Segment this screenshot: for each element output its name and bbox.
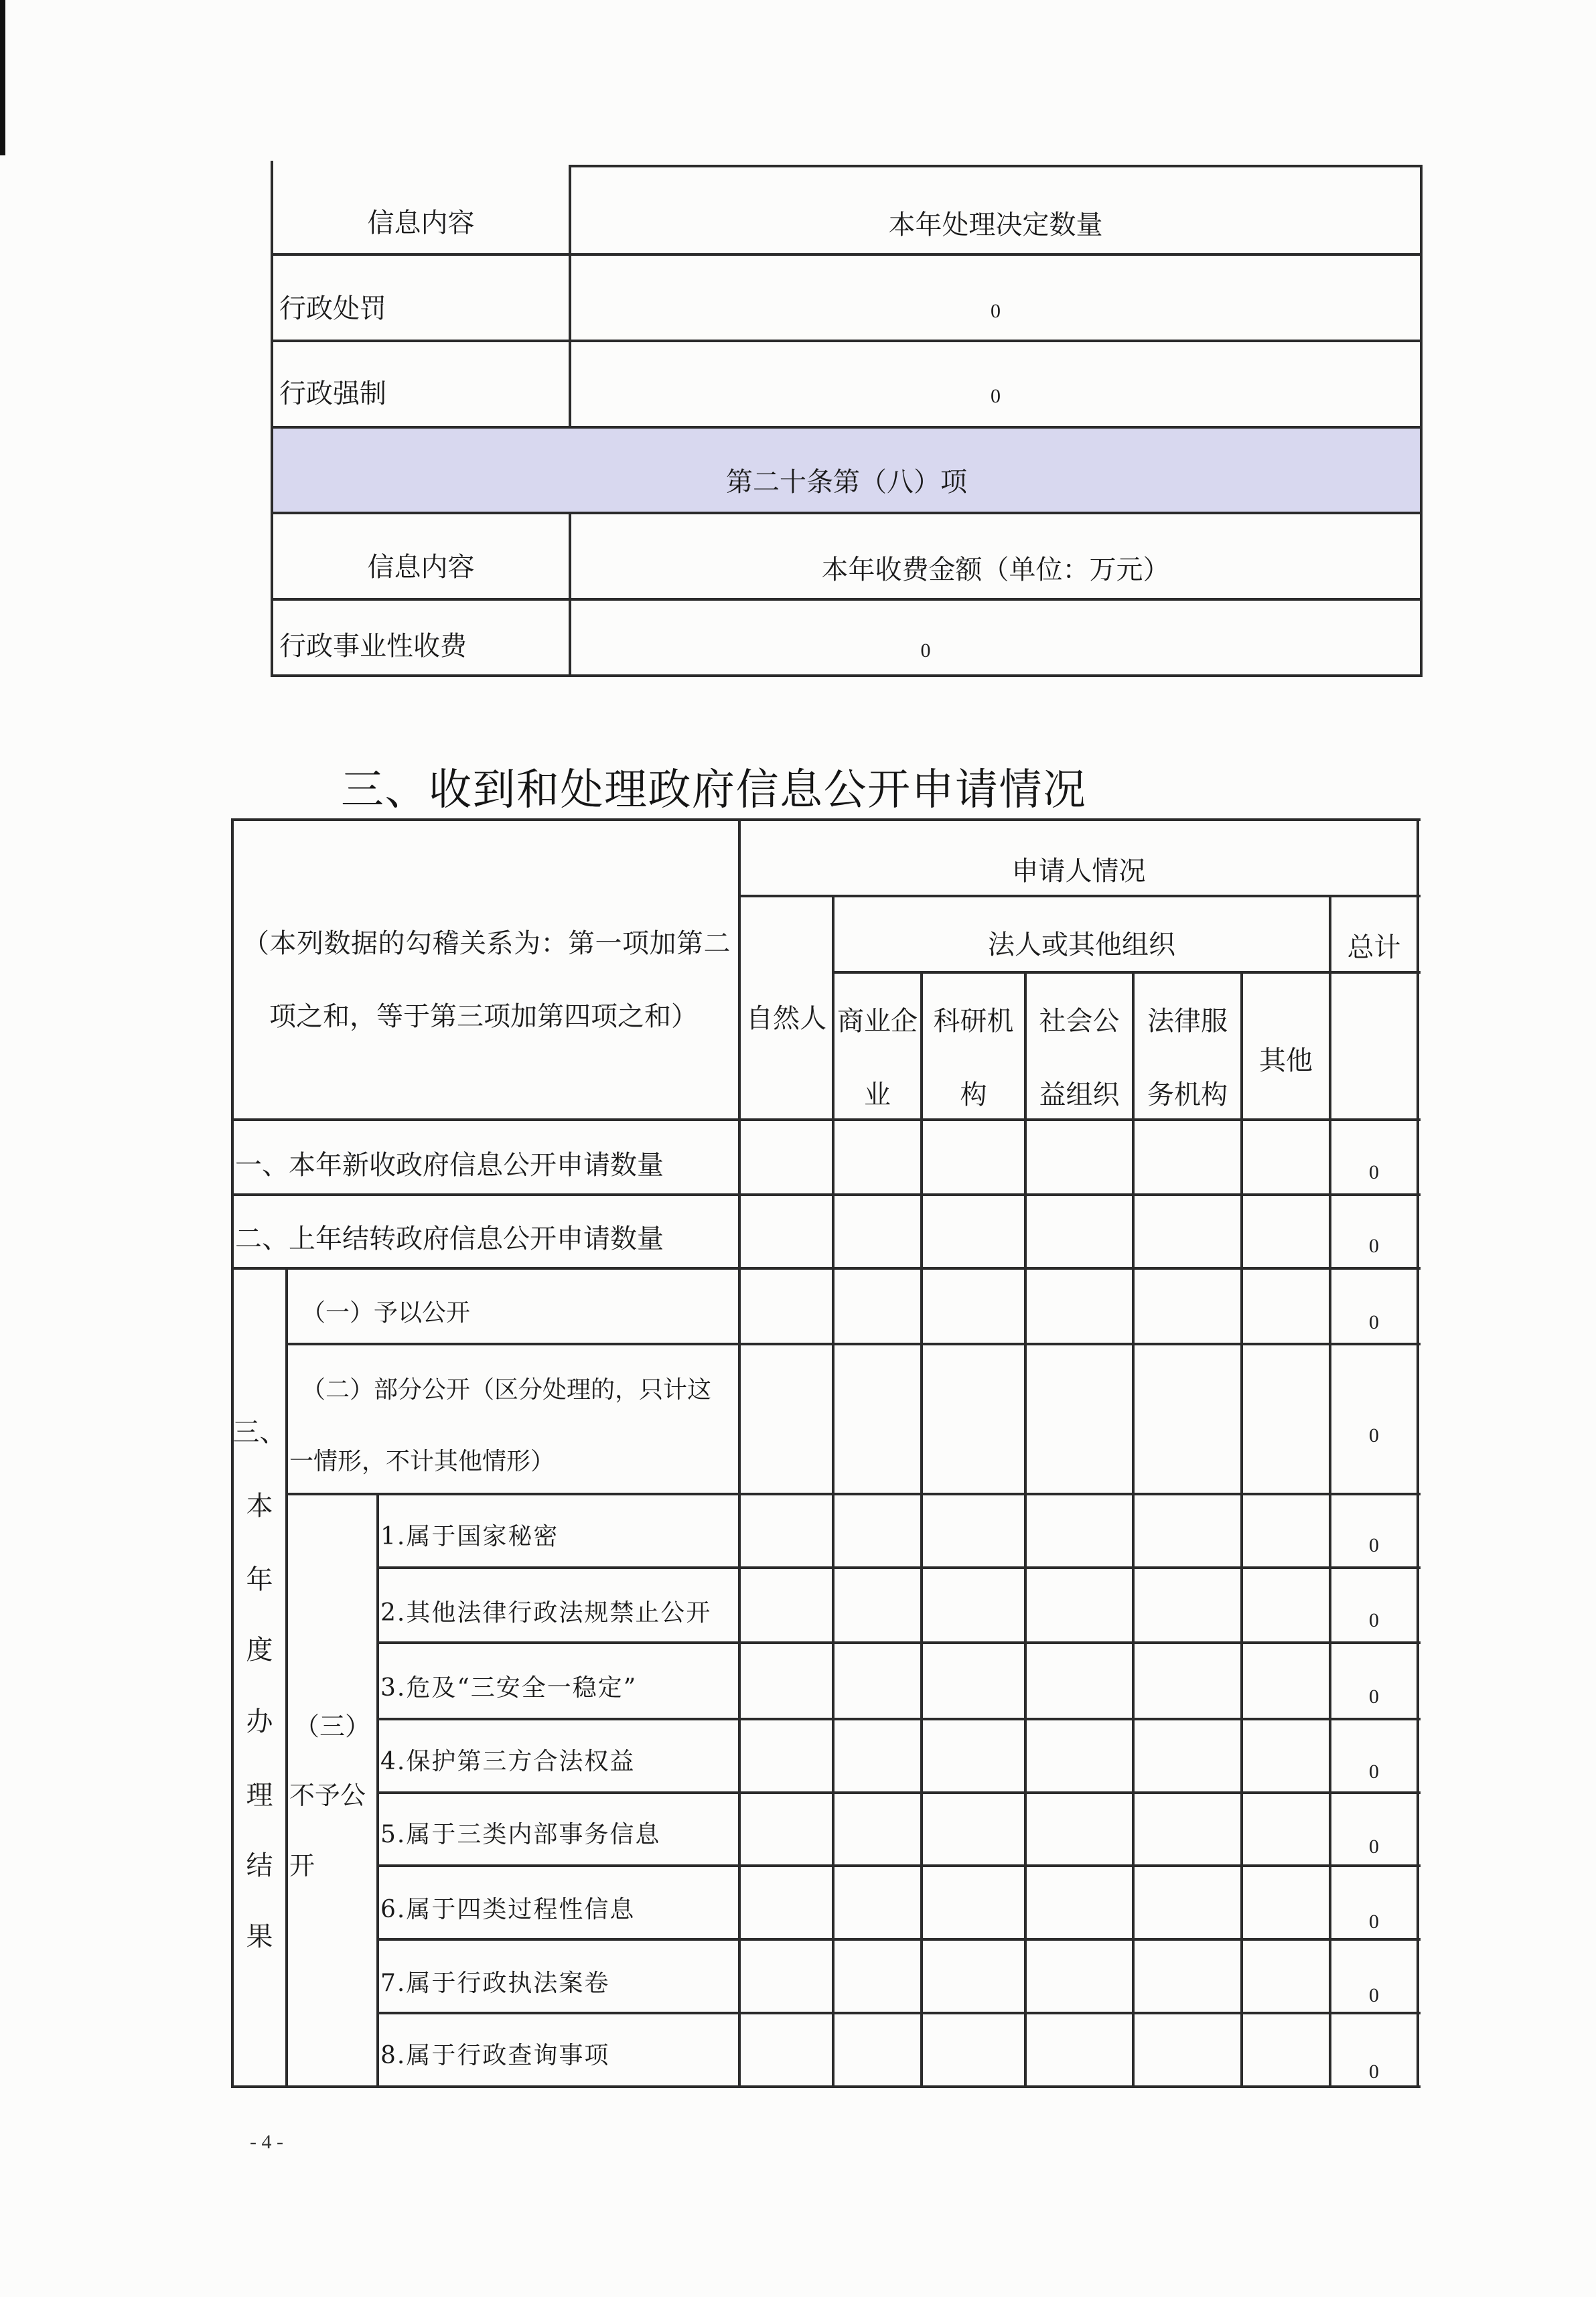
org-type-public-welfare: 益组织	[1039, 1080, 1120, 1110]
row-label: 8.属于行政查询事项	[380, 2042, 610, 2069]
row-total: 0	[1369, 1161, 1379, 1183]
table-rule	[1240, 971, 1243, 2088]
vertical-label-char: 度	[246, 1635, 273, 1665]
org-type-research: 构	[960, 1080, 987, 1110]
column-note-line: （本列数据的勾稽关系为：第一项加第二	[242, 928, 731, 959]
vertical-label-char: 办	[246, 1706, 273, 1737]
row-label: 7.属于行政执法案卷	[380, 1970, 610, 1997]
row-total: 0	[1369, 1534, 1379, 1556]
row-label: 行政处罚	[279, 293, 386, 324]
group-label-line: 开	[289, 1851, 315, 1880]
table-rule	[285, 1343, 1421, 1345]
column-header-fee-amount: 本年收费金额（单位：万元）	[821, 554, 1170, 585]
vertical-label-char: 果	[246, 1921, 273, 1952]
table-rule	[376, 1791, 1421, 1794]
row-label: 3.危及“三安全一稳定”	[380, 1674, 638, 1702]
org-type-other: 其他	[1259, 1045, 1313, 1076]
table-rule	[1417, 818, 1419, 2088]
table-rule	[231, 818, 234, 2088]
scan-edge-mark	[0, 0, 5, 155]
vertical-label-char: 年	[246, 1564, 273, 1595]
row-label: 一、本年新收政府信息公开申请数量	[235, 1150, 664, 1181]
row-label: 4.保护第三方合法权益	[380, 1748, 636, 1775]
row-total: 0	[1369, 2061, 1379, 2083]
row-label: 6.属于四类过程性信息	[380, 1896, 636, 1923]
row-label: 二、上年结转政府信息公开申请数量	[235, 1224, 664, 1254]
table-rule	[832, 895, 835, 2088]
row-total: 0	[1369, 1984, 1379, 2006]
table-rule	[1024, 971, 1027, 2088]
table-rule	[285, 1267, 288, 2088]
row-total: 0	[1369, 1761, 1379, 1783]
org-type-public-welfare: 社会公	[1039, 1006, 1120, 1037]
org-type-legal-service: 务机构	[1147, 1080, 1228, 1110]
row-total: 0	[1369, 1424, 1379, 1447]
vertical-label-char: 结	[246, 1850, 273, 1881]
org-type-business: 商业企	[837, 1006, 918, 1037]
row-value: 0	[920, 640, 931, 662]
row-label: 2.其他法律行政法规禁止公开	[380, 1599, 712, 1627]
vertical-label-char: 三、	[232, 1417, 287, 1448]
row-label: （二）部分公开（区分处理的，只计这	[301, 1376, 712, 1404]
table-rule	[376, 1566, 1421, 1569]
section-title: 三、收到和处理政府信息公开申请情况	[341, 765, 1087, 815]
table-rule	[920, 971, 923, 2088]
table-rule	[376, 1493, 379, 2088]
table-rule	[738, 895, 1421, 897]
table-rule	[271, 598, 1423, 601]
table-rule	[376, 1641, 1421, 1644]
vertical-label-char: 理	[246, 1780, 273, 1811]
row-total: 0	[1369, 1609, 1379, 1631]
row-total: 0	[1369, 1235, 1379, 1257]
table-rule	[1132, 971, 1135, 2088]
row-total: 0	[1369, 1836, 1379, 1858]
table-rule	[271, 426, 1423, 429]
section-label: 第二十条第（八）项	[726, 467, 967, 498]
table-rule	[285, 1493, 1421, 1495]
row-value: 0	[991, 385, 1001, 407]
table-rule	[271, 340, 1423, 342]
table-rule	[271, 674, 1423, 677]
table-rule	[376, 2012, 1421, 2014]
column-header-decisions: 本年处理决定数量	[888, 210, 1103, 240]
org-type-business: 业	[864, 1080, 891, 1110]
organization-header: 法人或其他组织	[988, 930, 1175, 960]
column-header-content: 信息内容	[367, 552, 475, 583]
table-rule	[376, 1938, 1421, 1941]
row-label: （一）予以公开	[301, 1299, 471, 1327]
table-rule	[231, 818, 1421, 821]
table-rule	[271, 512, 1423, 514]
table-rule	[569, 512, 571, 677]
total-header: 总计	[1347, 932, 1401, 963]
page-number: - 4 -	[250, 2131, 283, 2153]
row-label: 5.属于三类内部事务信息	[380, 1821, 661, 1848]
row-label: 行政强制	[279, 378, 386, 409]
applicant-header: 申请人情况	[1011, 856, 1146, 887]
natural-person-header: 自然人	[746, 1003, 826, 1034]
row-label: 行政事业性收费	[279, 631, 467, 662]
row-total: 0	[1369, 1311, 1379, 1333]
row-total: 0	[1369, 1686, 1379, 1708]
org-type-research: 科研机	[933, 1006, 1014, 1037]
group-label-line: 不予公	[289, 1781, 366, 1810]
column-note-line: 项之和，等于第三项加第四项之和）	[269, 1001, 698, 1032]
row-label: 1.属于国家秘密	[380, 1523, 559, 1550]
row-total: 0	[1369, 1911, 1379, 1933]
group-label-line: （三）	[293, 1712, 370, 1741]
org-type-legal-service: 法律服	[1147, 1006, 1228, 1037]
vertical-label-char: 本	[246, 1491, 273, 1522]
column-header-content: 信息内容	[367, 208, 475, 238]
table-rule	[569, 165, 1423, 167]
row-label: 一情形，不计其他情形）	[289, 1448, 555, 1475]
table-rule	[376, 1718, 1421, 1720]
table-rule	[376, 1864, 1421, 1867]
table-rule	[271, 253, 1423, 256]
row-value: 0	[991, 300, 1001, 322]
